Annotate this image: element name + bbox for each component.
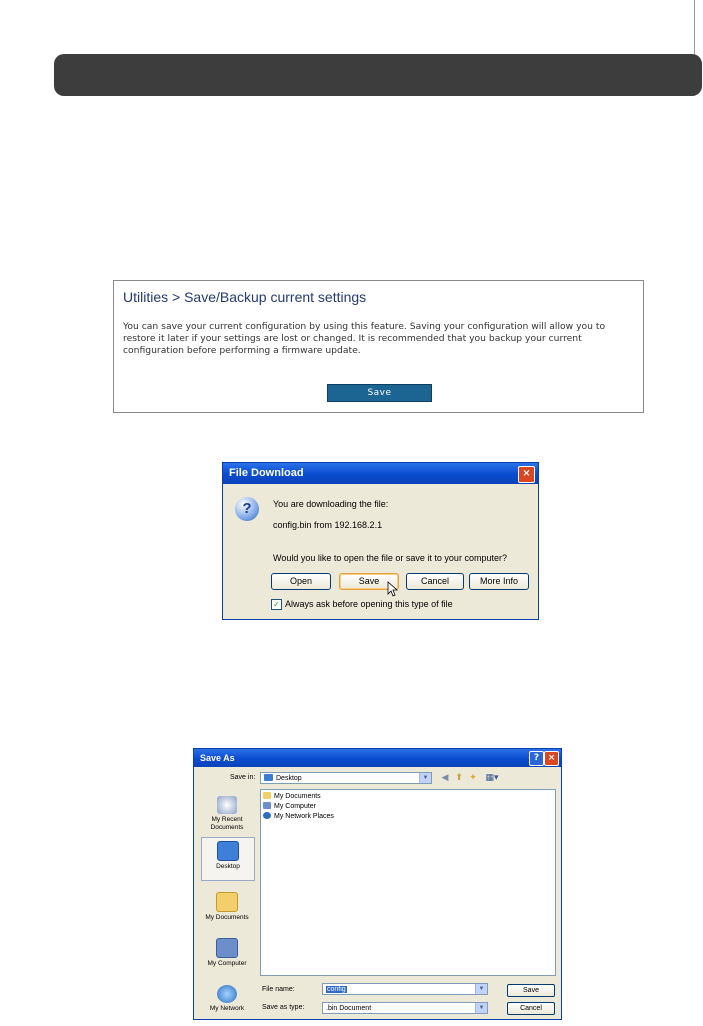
save-as-title: Save As [194, 749, 561, 767]
save-settings-button[interactable]: Save [327, 384, 432, 402]
panel-title: Utilities > Save/Backup current settings [123, 289, 367, 305]
place-label: My Recent Documents [210, 816, 244, 831]
save-in-dropdown[interactable] [260, 772, 432, 784]
place-my-documents[interactable] [201, 889, 253, 922]
list-item[interactable] [263, 802, 316, 811]
place-recent-documents[interactable] [201, 793, 253, 832]
views-menu-icon[interactable]: ▦▾ [485, 773, 499, 783]
file-name-label: File name: [262, 986, 295, 993]
desktop-icon [217, 841, 239, 861]
place-label: My Network [209, 1005, 245, 1012]
file-download-dialog [222, 462, 539, 620]
file-list [260, 789, 556, 976]
back-icon[interactable]: ◀ [441, 773, 449, 783]
utilities-panel [113, 280, 644, 413]
computer-icon [216, 938, 238, 958]
network-icon [217, 985, 237, 1003]
place-my-computer[interactable] [201, 935, 253, 968]
new-folder-icon[interactable]: ✦ [469, 773, 477, 783]
save-in-value: Desktop [276, 775, 302, 782]
save-as-type-label: Save as type: [262, 1004, 305, 1011]
place-my-network[interactable] [201, 982, 253, 1013]
save-button[interactable]: Save [339, 573, 399, 590]
file-name-input[interactable] [322, 983, 488, 995]
cursor-icon [387, 581, 399, 597]
checkbox-label: Always ask before opening this type of file [285, 599, 453, 609]
desktop-icon [264, 774, 273, 781]
more-info-button[interactable]: More Info [469, 573, 529, 590]
close-icon[interactable]: × [518, 466, 535, 483]
header-bar [54, 54, 702, 96]
chevron-down-icon: ▼ [419, 773, 431, 783]
always-ask-checkbox[interactable]: ✓ [271, 599, 282, 610]
place-desktop[interactable] [201, 837, 255, 881]
download-question: Would you like to open the file or save it to your computer? [273, 553, 507, 563]
save-as-type-dropdown[interactable] [322, 1002, 488, 1014]
save-as-dialog [193, 748, 562, 1020]
file-name: My Documents [274, 793, 321, 800]
clock-icon [217, 796, 237, 814]
help-icon[interactable]: ? [529, 751, 544, 766]
place-label: My Documents [205, 914, 249, 921]
places-bar [199, 789, 255, 1017]
cancel-button[interactable]: Cancel [406, 573, 464, 590]
open-button[interactable]: Open [271, 573, 331, 590]
save-as-type-value: .bin Document [326, 1005, 372, 1012]
up-folder-icon[interactable]: ⬆ [455, 773, 463, 783]
list-item[interactable] [263, 792, 321, 801]
chevron-down-icon: ▼ [475, 984, 487, 994]
cancel-button[interactable]: Cancel [507, 1002, 555, 1015]
file-download-title: File Download [223, 463, 538, 484]
question-icon: ? [235, 497, 259, 521]
place-label: My Computer [207, 960, 247, 967]
network-icon [263, 812, 271, 819]
save-in-label: Save in: [230, 774, 256, 781]
folder-icon [216, 892, 238, 912]
close-icon[interactable]: × [544, 751, 559, 766]
download-line-2: config.bin from 192.168.2.1 [273, 520, 383, 530]
chevron-down-icon: ▼ [475, 1003, 487, 1013]
place-label: Desktop [216, 863, 240, 870]
folder-icon [263, 792, 271, 799]
list-item[interactable] [263, 812, 334, 821]
file-name-value: config [327, 986, 346, 993]
panel-description: You can save your current configuration by using this feature. Saving your configuration will allow you to restore it later if your settings are lost or changed. It is recommended that you backup your current configuration before performing a firmware update. [123, 321, 606, 356]
file-name: My Computer [274, 803, 317, 810]
computer-icon [263, 802, 271, 809]
download-line-1: You are downloading the file: [273, 499, 389, 509]
file-name: My Network Places [274, 813, 334, 820]
save-button[interactable]: Save [507, 984, 555, 997]
